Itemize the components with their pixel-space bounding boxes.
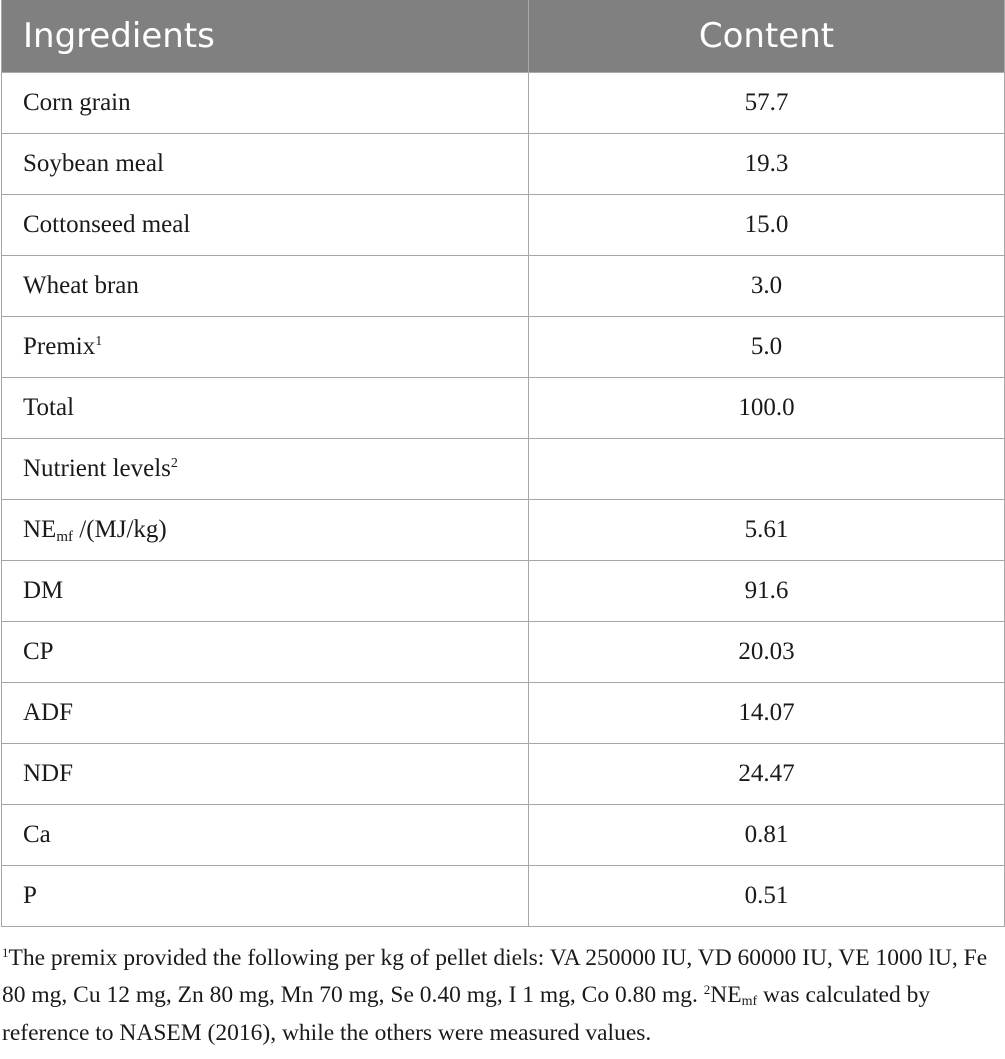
- row-value: 24.47: [529, 744, 1005, 805]
- row-value: 57.7: [529, 73, 1005, 134]
- row-name: Soybean meal: [2, 134, 529, 195]
- table-row: [2, 866, 1005, 927]
- footnote-text-2-prefix: NE: [710, 982, 742, 1008]
- table-header: [2, 0, 1005, 73]
- row-name: Corn grain: [2, 73, 529, 134]
- row-name-text: Nutrient levels: [23, 455, 171, 482]
- row-name: NDF: [2, 744, 529, 805]
- row-name-text: NE: [23, 516, 57, 543]
- row-name: Wheat bran: [2, 256, 529, 317]
- footnote-ref-2: 2: [170, 456, 178, 471]
- table-footnote: [0, 927, 1005, 1051]
- row-value: 19.3: [529, 134, 1005, 195]
- row-value: 15.0: [529, 195, 1005, 256]
- table-row: [2, 500, 1005, 561]
- row-name: CP: [2, 622, 529, 683]
- footnote-mark-2: 2: [703, 982, 711, 997]
- table-row: [2, 805, 1005, 866]
- table-row: [2, 317, 1005, 378]
- row-value: 5.0: [529, 317, 1005, 378]
- ingredients-table: [1, 0, 1005, 927]
- table-row: [2, 195, 1005, 256]
- row-name: [2, 500, 529, 561]
- row-name: [2, 439, 529, 500]
- row-value: 14.07: [529, 683, 1005, 744]
- footnote-mark-1: 1: [2, 945, 9, 960]
- table-row: [2, 73, 1005, 134]
- table-row: [2, 561, 1005, 622]
- table-row: [2, 622, 1005, 683]
- table-row: [2, 683, 1005, 744]
- row-name: Cottonseed meal: [2, 195, 529, 256]
- table-body: [2, 73, 1005, 927]
- table-row: [2, 134, 1005, 195]
- row-value: 91.6: [529, 561, 1005, 622]
- footnote-text-2-subscript: mf: [741, 994, 758, 1009]
- table-row: [2, 439, 1005, 500]
- row-name: Total: [2, 378, 529, 439]
- table-row: [2, 256, 1005, 317]
- row-name: [2, 317, 529, 378]
- row-value: 100.0: [529, 378, 1005, 439]
- row-name-subscript: mf: [56, 529, 73, 545]
- header-row: [2, 0, 1005, 73]
- row-name: ADF: [2, 683, 529, 744]
- header-ingredients: Ingredients: [2, 0, 529, 73]
- row-value: 20.03: [529, 622, 1005, 683]
- row-name: Ca: [2, 805, 529, 866]
- row-value: [529, 439, 1005, 500]
- table-row: [2, 744, 1005, 805]
- footnote-ref-1: 1: [95, 334, 103, 349]
- footnote-text-2: was calculated by reference to NASEM (2016), while the others were measured values.: [2, 982, 931, 1046]
- row-name: P: [2, 866, 529, 927]
- row-name-suffix: /(MJ/kg): [73, 516, 167, 543]
- row-value: 0.81: [529, 805, 1005, 866]
- row-value: 5.61: [529, 500, 1005, 561]
- footnote-text-1: The premix provided the following per kg of pellet diels: VA 250000 IU, VD 60000 IU, VE 1000 lU, Fe 80 mg, Cu 12 mg, Zn 80 mg, Mn 70 mg, Se 0.40 mg, I 1 mg, Co 0.80 mg.: [2, 945, 988, 1008]
- row-value: 3.0: [529, 256, 1005, 317]
- table-row: [2, 378, 1005, 439]
- header-content: Content: [529, 0, 1005, 73]
- row-name-text: Premix: [23, 333, 96, 360]
- row-name: DM: [2, 561, 529, 622]
- row-value: 0.51: [529, 866, 1005, 927]
